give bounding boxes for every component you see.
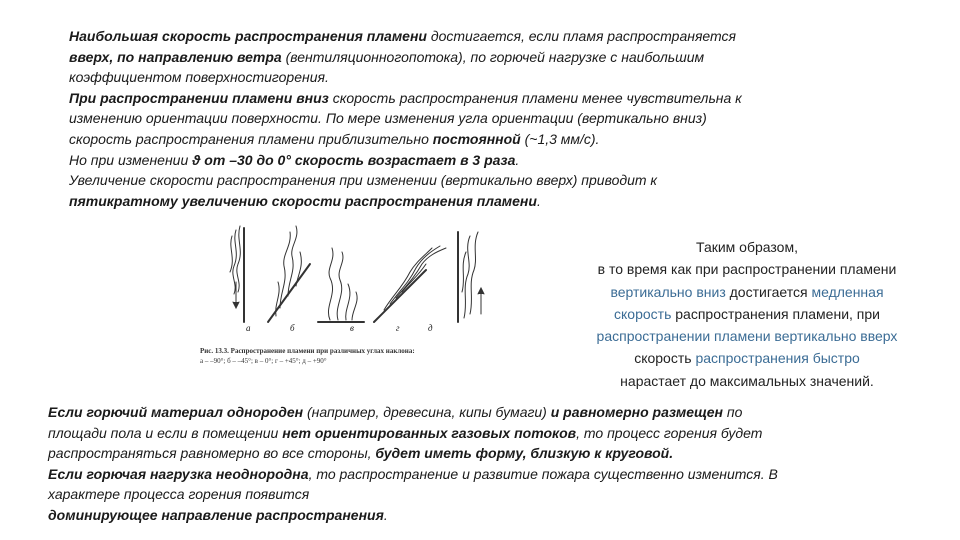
panel-e-flames [458, 232, 484, 322]
top-line-5: изменению ориентации поверхности. По мере изменения угла ориентации (вертикально вниз) [69, 110, 707, 127]
top-line-3: коэффициентом поверхностигорения. [69, 69, 329, 86]
panel-b-flames [268, 226, 310, 322]
top-line-6: скорость распространения пламени приблизительно постоянной (~1,3 мм/с). [69, 130, 600, 147]
top-line-8: Увеличение скорости распространения при изменении (вертикально вверх) приводит к [69, 172, 658, 189]
summary-line-5: распространении пламени вертикально вверх [596, 328, 898, 345]
panel-d-flames [374, 246, 446, 322]
flame-sketch-icon [196, 222, 486, 344]
summary-line-3: вертикально вниз достигается медленная [610, 283, 884, 300]
top-line-1: Наибольшая скорость распространения пламени достигается, если пламя распространяется [69, 28, 737, 44]
bottom-line-2: площади пола и если в помещении нет ориентированных газовых потоков, то процесс горения будет [48, 424, 763, 441]
panel-label-b: б [290, 323, 295, 333]
panel-label-e: д [428, 323, 433, 333]
panel-a-flames [230, 226, 244, 322]
top-text-block [69, 26, 742, 211]
top-line-4: При распространении пламени вниз скорость распространения пламени менее чувствительна к [69, 89, 742, 106]
figure-caption-title: Рис. 13.3. Распространение пламени при различных углах наклона: [200, 347, 415, 355]
bottom-line-3: распространяться равномерно во все стороны, будет иметь форму, близкую к круговой. [48, 445, 674, 462]
figure-caption-values: а – –90°; б – –45°; в – 0°; г – +45°; д – +90° [200, 357, 327, 365]
top-line-9: пятикратному увеличению скорости распространения пламени. [69, 192, 541, 209]
panel-label-a: а [246, 323, 251, 333]
summary-block [560, 236, 934, 392]
top-line-2: вверх, по направлению ветра (вентиляционногопотока), по горючей нагрузке с наибольшим [69, 48, 705, 65]
bottom-line-5: характере процесса горения появится [48, 486, 310, 503]
flame-figure [196, 222, 486, 377]
summary-line-6: скорость распространения быстро [634, 350, 860, 367]
summary-line-2: в то время как при распространении пламени [597, 261, 897, 278]
bottom-text-block [48, 402, 778, 526]
summary-line-1: Таким образом, [696, 239, 798, 255]
bottom-line-6: доминирующее направление распространения. [48, 506, 388, 523]
panel-c-flames [318, 248, 364, 322]
panel-label-c: в [350, 323, 354, 333]
summary-line-4: скорость распространения пламени, при [614, 305, 880, 322]
bottom-line-4: Если горючая нагрузка неоднородна, то распространение и развитие пожара существенно изменится. В [48, 465, 778, 482]
top-line-7: Но при изменении ϑ от –30 до 0° скорость возрастает в 3 раза. [69, 151, 520, 168]
panel-label-d: г [396, 323, 400, 333]
summary-line-7: нарастает до максимальных значений. [620, 372, 874, 389]
figure-caption [200, 346, 486, 366]
bottom-line-1: Если горючий материал однороден (например, древесина, кипы бумаги) и равномерно размещен по [48, 404, 743, 420]
